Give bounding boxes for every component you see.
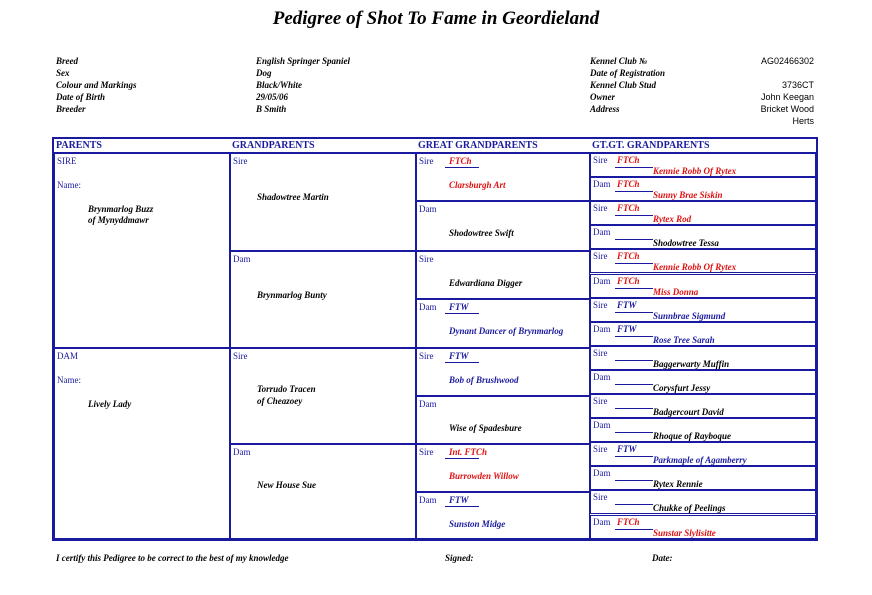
great-grandparent-cell xyxy=(416,299,590,348)
info-label: Breed xyxy=(56,56,78,66)
grandparent-name: New House Sue xyxy=(257,480,317,490)
title-underline xyxy=(615,360,653,361)
gtgt-grandparent-name: Rose Tree Sarah xyxy=(653,334,715,345)
info-label: Sex xyxy=(56,68,70,78)
sire-label: Sire xyxy=(593,347,608,358)
sire-label: Sire xyxy=(593,203,608,214)
great-grandparent-cell xyxy=(416,201,590,251)
gtgt-grandparent-cell xyxy=(590,322,816,346)
grandparent-cell xyxy=(230,348,416,444)
title-underline xyxy=(445,167,479,168)
title-underline xyxy=(615,432,653,433)
dam-label: Dam xyxy=(419,204,437,214)
gtgt-grandparent-cell xyxy=(590,394,816,418)
gtgt-title: FTW xyxy=(617,323,637,334)
great-grandparent-name: Shodowtree Swift xyxy=(449,228,514,238)
gtgt-title: FTCh xyxy=(617,203,640,214)
title-underline xyxy=(615,191,653,192)
gtgt-grandparent-name: Chukke of Peelings xyxy=(653,503,726,514)
gtgt-grandparent-cell xyxy=(590,515,816,539)
title-underline xyxy=(615,336,653,337)
great-grandparent-name: Edwardiana Digger xyxy=(449,278,523,288)
grandparent-cell xyxy=(230,444,416,539)
name-label: Name: xyxy=(57,375,81,385)
great-grandparent-cell xyxy=(416,153,590,201)
dam-label: Dam xyxy=(419,302,437,312)
info-value: Dog xyxy=(256,68,272,78)
info-right-values xyxy=(761,55,814,127)
dam-label: Dam xyxy=(233,254,251,264)
dam-label: Dam xyxy=(593,179,611,190)
gtgt-grandparent-name: Rhoque of Rayboque xyxy=(653,431,732,442)
dam-label: Dam xyxy=(593,323,611,334)
great-title: Int. FTCh xyxy=(449,447,488,457)
header-great-grandparents: GREAT GRANDPARENTS xyxy=(416,139,590,153)
title-underline xyxy=(445,506,479,507)
info-label: Date of Registration xyxy=(590,68,666,78)
gtgt-title: FTCh xyxy=(617,155,640,165)
parent-sire-name-1: Brynmarlog Buzz xyxy=(88,204,154,214)
title-underline xyxy=(615,167,653,168)
great-grandparent-name: Bob of Brushwood xyxy=(449,375,519,385)
title-underline xyxy=(445,313,479,314)
info-value xyxy=(761,67,814,79)
great-grandparent-name: Wise of Spadesbure xyxy=(449,423,522,433)
gtgt-title: FTCh xyxy=(617,275,640,286)
title-underline xyxy=(615,288,653,289)
gtgt-title: FTCh xyxy=(617,516,640,527)
gtgt-grandparent-name: Kennie Robb Of Rytex xyxy=(653,166,737,176)
info-left-values xyxy=(256,55,350,115)
great-grandparent-name: Sunston Midge xyxy=(449,519,506,529)
info-value: John Keegan xyxy=(760,92,814,102)
title-underline xyxy=(615,408,653,409)
dam-label: Dam xyxy=(593,420,611,431)
grandparent-cell xyxy=(230,251,416,348)
gtgt-grandparent-name: Shodowtree Tessa xyxy=(653,238,719,249)
grandparent-name-2: of Cheazoey xyxy=(257,396,303,406)
title-underline xyxy=(615,456,653,457)
info-label: Date of Birth xyxy=(56,92,106,102)
sire-label: Sire xyxy=(233,351,248,361)
great-title: FTCh xyxy=(449,156,472,166)
parent-dam-name: Lively Lady xyxy=(88,399,132,409)
gtgt-grandparent-cell xyxy=(590,370,816,394)
sire-label: Sire xyxy=(419,156,434,166)
sire-label: SIRE xyxy=(57,156,77,166)
gtgt-grandparent-cell xyxy=(590,201,816,225)
header-gtgt-grandparents: GT.GT. GRANDPARENTS xyxy=(590,139,816,153)
grandparent-name: Shadowtree Martin xyxy=(257,192,329,202)
great-grandparent-cell xyxy=(416,348,590,396)
sire-label: Sire xyxy=(593,396,608,406)
great-grandparent-cell xyxy=(416,444,590,492)
parent-sire-name-2: of Mynyddmawr xyxy=(88,215,149,225)
gtgt-grandparent-cell xyxy=(590,274,816,298)
info-value: B Smith xyxy=(256,104,287,114)
gtgt-grandparent-cell xyxy=(590,298,816,322)
title-underline xyxy=(445,362,479,363)
gtgt-grandparent-name: Kennie Robb Of Rytex xyxy=(653,262,737,273)
info-value: English Springer Spaniel xyxy=(256,56,351,66)
grandparent-name: Brynmarlog Bunty xyxy=(257,290,327,300)
title-underline xyxy=(615,312,653,313)
great-grandparent-cell xyxy=(416,492,590,539)
gtgt-grandparent-cell xyxy=(590,466,816,490)
info-label: Kennel Club Stud xyxy=(590,80,657,90)
grandparent-cell xyxy=(230,153,416,251)
dam-label: Dam xyxy=(593,275,611,286)
title-underline xyxy=(615,384,653,385)
title-underline xyxy=(615,504,653,505)
sire-label: Sire xyxy=(419,351,434,361)
gtgt-grandparent-name: Baggerwarty Muffin xyxy=(653,358,730,369)
gtgt-grandparent-cell xyxy=(590,153,816,177)
sire-label: Sire xyxy=(233,156,248,166)
gtgt-grandparent-cell xyxy=(590,249,816,273)
sire-label: Sire xyxy=(593,299,608,310)
dam-label: Dam xyxy=(593,371,611,382)
info-label: Address xyxy=(590,104,620,114)
gtgt-grandparent-name: Badgercourt David xyxy=(653,407,724,417)
info-label: Owner xyxy=(590,92,616,102)
dam-label: DAM xyxy=(57,351,79,361)
great-grandparent-name: Clarsburgh Art xyxy=(449,180,506,190)
gtgt-grandparent-cell xyxy=(590,346,816,370)
sire-label: Sire xyxy=(593,155,608,165)
info-right-labels xyxy=(590,55,665,115)
sire-label: Sire xyxy=(593,492,608,503)
great-title: FTW xyxy=(449,351,469,361)
dam-label: Dam xyxy=(593,468,611,479)
dam-label: Dam xyxy=(419,495,437,505)
gtgt-grandparent-cell xyxy=(590,225,816,249)
gtgt-title: FTCh xyxy=(617,251,640,262)
great-grandparent-cell xyxy=(416,396,590,444)
certify-text: I certify this Pedigree to be correct to the best of my knowledge xyxy=(56,553,289,563)
sire-label: Sire xyxy=(593,444,608,455)
sire-label: Sire xyxy=(419,254,434,264)
dam-label: Dam xyxy=(593,516,611,527)
info-value: 29/05/06 xyxy=(256,92,289,102)
gtgt-title: FTCh xyxy=(617,179,640,190)
signed-label: Signed: xyxy=(445,553,474,563)
info-left-labels xyxy=(56,55,137,115)
title-underline xyxy=(615,480,653,481)
sire-label: Sire xyxy=(419,447,434,457)
header-grandparents: GRANDPARENTS xyxy=(230,139,416,153)
gtgt-grandparent-cell xyxy=(590,177,816,201)
info-label: Colour and Markings xyxy=(56,80,137,90)
info-value: Bricket Wood xyxy=(760,104,814,114)
dam-label: Dam xyxy=(233,447,251,457)
gtgt-grandparent-name: Rytex Rennie xyxy=(653,479,703,490)
date-label: Date: xyxy=(652,553,673,563)
info-label: Breeder xyxy=(56,104,86,114)
dam-label: Dam xyxy=(419,399,437,409)
title-underline xyxy=(615,239,653,240)
info-value: Black/White xyxy=(256,80,303,90)
great-grandparent-name: Dynant Dancer of Brynmarlog xyxy=(449,326,564,336)
gtgt-grandparent-name: Corysfurt Jessy xyxy=(653,382,711,393)
parent-dam-cell xyxy=(54,348,230,539)
gtgt-grandparent-name: Parkmaple of Agamberry xyxy=(653,455,747,466)
pedigree-grid xyxy=(52,137,818,541)
parent-sire-cell xyxy=(54,153,230,348)
page-title: Pedigree of Shot To Fame in Geordieland xyxy=(272,8,600,29)
name-label: Name: xyxy=(57,180,81,190)
title-underline xyxy=(615,215,653,216)
info-label: Kennel Club № xyxy=(590,56,648,66)
grandparent-name-1: Torrudo Tracen xyxy=(257,384,316,394)
gtgt-grandparent-name: Miss Donna xyxy=(653,286,699,297)
gtgt-grandparent-name: Sunny Brae Siskin xyxy=(653,190,723,201)
title-underline xyxy=(615,263,653,264)
gtgt-grandparent-name: Sunstar Slylisitte xyxy=(653,527,716,538)
title-underline xyxy=(445,458,479,459)
gtgt-grandparent-name: Sunnbrae Sigmund xyxy=(653,310,726,321)
info-value: Herts xyxy=(792,116,814,126)
title-underline xyxy=(615,529,653,530)
great-title: FTW xyxy=(449,302,469,312)
gtgt-grandparent-name: Rytex Rod xyxy=(653,214,692,225)
dam-label: Dam xyxy=(593,227,611,238)
info-value: AG02466302 xyxy=(760,56,814,66)
gtgt-title: FTW xyxy=(617,299,637,310)
great-title: FTW xyxy=(449,495,469,505)
gtgt-grandparent-cell xyxy=(590,442,816,466)
great-grandparent-name: Burrowden Willow xyxy=(449,471,519,481)
header-parents: PARENTS xyxy=(54,139,230,153)
sire-label: Sire xyxy=(593,251,608,262)
gtgt-grandparent-cell xyxy=(590,418,816,442)
gtgt-grandparent-cell xyxy=(590,490,816,514)
gtgt-title: FTW xyxy=(617,444,637,455)
info-value: 3736CT xyxy=(781,80,814,90)
great-grandparent-cell xyxy=(416,251,590,299)
